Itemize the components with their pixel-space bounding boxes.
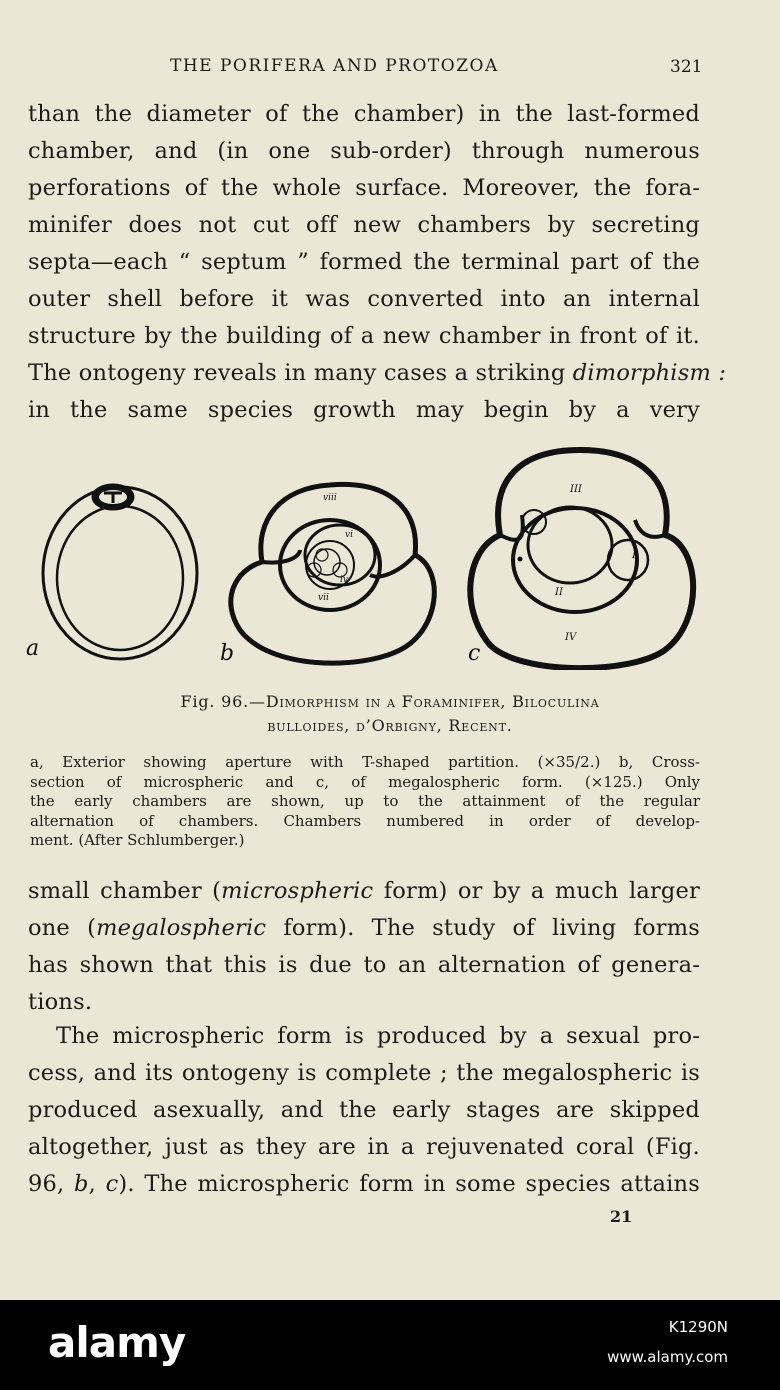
chamber-label: II <box>555 587 563 598</box>
figure-96 <box>0 440 780 670</box>
note-line: section of microspheric and c, of megalospheric form. (×125.) Only <box>30 772 700 791</box>
text-segment: ). The microspheric form in some species attains <box>118 1171 700 1197</box>
figure-label-c: c <box>468 641 481 666</box>
chamber-label: III <box>570 484 582 495</box>
italic-term: microspheric <box>221 878 374 904</box>
chamber-label: vi <box>345 530 353 540</box>
figure-label-a: a <box>26 636 40 661</box>
text-segment: small chamber ( <box>28 878 222 904</box>
text-segment: 96, <box>28 1171 75 1197</box>
text-line: than the diameter of the chamber) in the last-formed <box>28 101 700 127</box>
figure-a-exterior <box>43 484 197 659</box>
text-line: minifer does not cut off new chambers by secreting <box>28 212 700 238</box>
text-segment: form) or by a much larger <box>373 878 700 904</box>
italic-term: megalospheric <box>96 915 267 941</box>
note-line: the early chambers are shown, up to the attainment of the regular <box>30 792 700 810</box>
note-line: a, Exterior showing aperture with T-shaped partition. (×35/2.) b, Cross- <box>30 753 700 771</box>
text-segment: The ontogeny reveals in many cases a striking <box>28 360 566 386</box>
italic-term: dimorphism : <box>572 360 727 386</box>
text-segment: form). The study of living forms <box>266 915 700 941</box>
text-line: chamber, and (in one sub-order) through numerous <box>28 138 700 164</box>
figure-caption <box>40 690 740 738</box>
note-line: ment. (After Schlumberger.) <box>30 831 245 849</box>
stock-id: K1290N <box>668 1318 728 1336</box>
italic-term: c <box>105 1171 119 1197</box>
italic-term: b <box>74 1171 89 1197</box>
chamber-label: iv <box>340 575 348 585</box>
figure-note <box>30 753 700 851</box>
stock-url: www.alamy.com <box>607 1348 728 1366</box>
text-line <box>28 910 700 947</box>
page-number: 321 <box>670 57 703 77</box>
text-segment: , <box>88 1171 106 1197</box>
text-line <box>28 355 727 392</box>
text-line: perforations of the whole surface. Moreover, the fora- <box>28 175 700 201</box>
text-line: The microspheric form is produced by a sexual pro- <box>56 1023 700 1049</box>
figure-label-b: b <box>220 641 235 666</box>
caption-title: Dimorphism in a Foraminifer, Biloculina <box>265 692 600 711</box>
text-line: altogether, just as they are in a rejuvenated coral (Fig. <box>28 1134 700 1160</box>
text-line: cess, and its ontogeny is complete ; the megalospheric is <box>28 1060 700 1086</box>
figure-b-microspheric <box>231 484 434 663</box>
signature-mark: 21 <box>610 1207 633 1226</box>
brand-logo: alamy <box>48 1318 186 1367</box>
caption-prefix: Fig. 96.— <box>180 692 266 711</box>
watermark-footer <box>0 1300 780 1390</box>
running-title: THE PORIFERA AND PROTOZOA <box>170 56 499 76</box>
paragraph-2 <box>28 873 700 1021</box>
text-line: has shown that this is due to an alternation of genera- <box>28 952 700 978</box>
paragraph-3 <box>28 1018 700 1203</box>
text-line: outer shell before it was converted into an internal <box>28 286 700 312</box>
chamber-label: I <box>632 550 636 561</box>
text-line: tions. <box>28 989 93 1015</box>
paragraph-1 <box>28 96 727 429</box>
text-line: septa—each “ septum ” formed the terminal part of the <box>28 249 700 275</box>
text-segment: one ( <box>28 915 97 941</box>
text-line <box>28 1166 700 1203</box>
figure-c-megalospheric <box>470 450 693 668</box>
chamber-label: vii <box>318 593 329 603</box>
text-line: structure by the building of a new chamber in front of it. <box>28 323 700 349</box>
text-line: in the same species growth may begin by a very <box>28 397 700 423</box>
chamber-label: viii <box>323 493 337 503</box>
chamber-label: v <box>305 566 311 576</box>
chamber-label: IV <box>565 632 577 643</box>
caption-title-2: bulloides, d’Orbigny, Recent. <box>267 716 513 735</box>
text-line: produced asexually, and the early stages are skipped <box>28 1097 700 1123</box>
text-line <box>28 873 700 910</box>
note-line: alternation of chambers. Chambers numbered in order of develop- <box>30 811 700 830</box>
